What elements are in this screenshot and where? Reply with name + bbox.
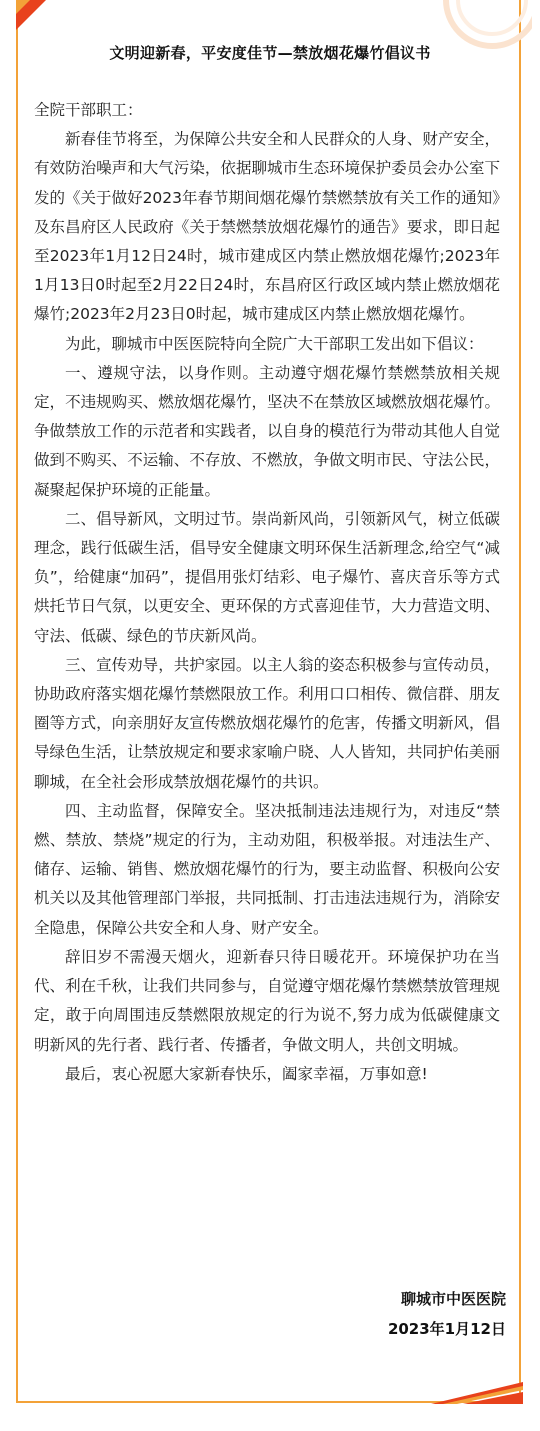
- corner-decoration-top-left: [16, 0, 48, 32]
- signature-date: 2023年1月12日: [387, 1320, 506, 1338]
- page-title: 文明迎新春，平安度佳节—禁放烟花爆竹倡议书: [109, 44, 431, 62]
- paragraph-closing: 辞旧岁不需漫天烟火，迎新春只待日暖花开。环境保护功在当代、利在千秋，让我们共同参与，自觉遵守烟花爆竹禁燃禁放管理规定，敢于向周围违反禁燃限放规定的行为说不,努力成为低碳健康文明新风的先行者、践行者、传播者，争做文明人，共创文明城。: [34, 947, 500, 1054]
- paragraph-wishes: 最后，衷心祝愿大家新春快乐，阖家幸福，万事如意!: [65, 1064, 428, 1083]
- salutation: 全院干部职工：: [34, 101, 143, 119]
- paragraph-proposal: 为此，聊城市中医医院特向全院广大干部职工发出如下倡议：: [65, 334, 484, 353]
- stripe-decoration-bottom-right: [423, 1374, 523, 1404]
- paragraph-item-1: 一、遵规守法，以身作则。主动遵守烟花爆竹禁燃禁放相关规定，不违规购买、燃放烟花爆竹，坚决不在禁放区域燃放烟花爆竹。争做禁放工作的示范者和实践者，以自身的模范行为带动其他人自觉做到不购买、不运输、不存放、不燃放，争做文明市民、守法公民，凝聚起保护环境的正能量。: [34, 363, 500, 499]
- paragraph-item-4: 四、主动监督，保障安全。坚决抵制违法违规行为，对违反“禁燃、禁放、禁烧”规定的行为，主动劝阻，积极举报。对违法生产、储存、运输、销售、燃放烟花爆竹的行为，要主动监督、积极向公安机关以及其他管理部门举报，共同抵制、打击违法违规行为，消除安全隐患，保障公共安全和人身、财产安全。: [34, 801, 500, 937]
- paragraph-item-2: 二、倡导新风，文明过节。崇尚新风尚，引领新风气，树立低碳理念，践行低碳生活，倡导安全健康文明环保生活新理念,给空气“减负”，给健康“加码”，提倡用张灯结彩、电子爆竹、喜庆音乐等方式烘托节日气氛，以更安全、更环保的方式喜迎佳节，大力营造文明、守法、低碳、绿色的节庆新风尚。: [34, 509, 500, 645]
- document-body: [34, 96, 500, 1089]
- paragraph-intro: 新春佳节将至，为保障公共安全和人民群众的人身、财产安全，有效防治噪声和大气污染，依据聊城市生态环境保护委员会办公室下发的《关于做好2023年春节期间烟花爆竹禁燃禁放有关工作的通知》及东昌府区人民政府《关于禁燃禁放烟花爆竹的通告》要求，即日起至2023年1月12日24时，城市建成区内禁止燃放烟花爆竹;2023年1月13日0时起至2月22日24时，东昌府区行政区域内禁止燃放烟花爆竹;2023年2月23日0时起，城市建成区内禁止燃放烟花爆竹。: [34, 130, 500, 324]
- paragraph-item-3: 三、宣传劝导，共护家园。以主人翁的姿态积极参与宣传动员，协助政府落实烟花爆竹禁燃限放工作。利用口口相传、微信群、朋友圈等方式，向亲朋好友宣传燃放烟花爆竹的危害，传播文明新风，倡导绿色生活，让禁放规定和要求家喻户晓、人人皆知，共同护佑美丽聊城，在全社会形成禁放烟花爆竹的共识。: [34, 655, 500, 791]
- signature-organization: 聊城市中医医院: [400, 1290, 506, 1308]
